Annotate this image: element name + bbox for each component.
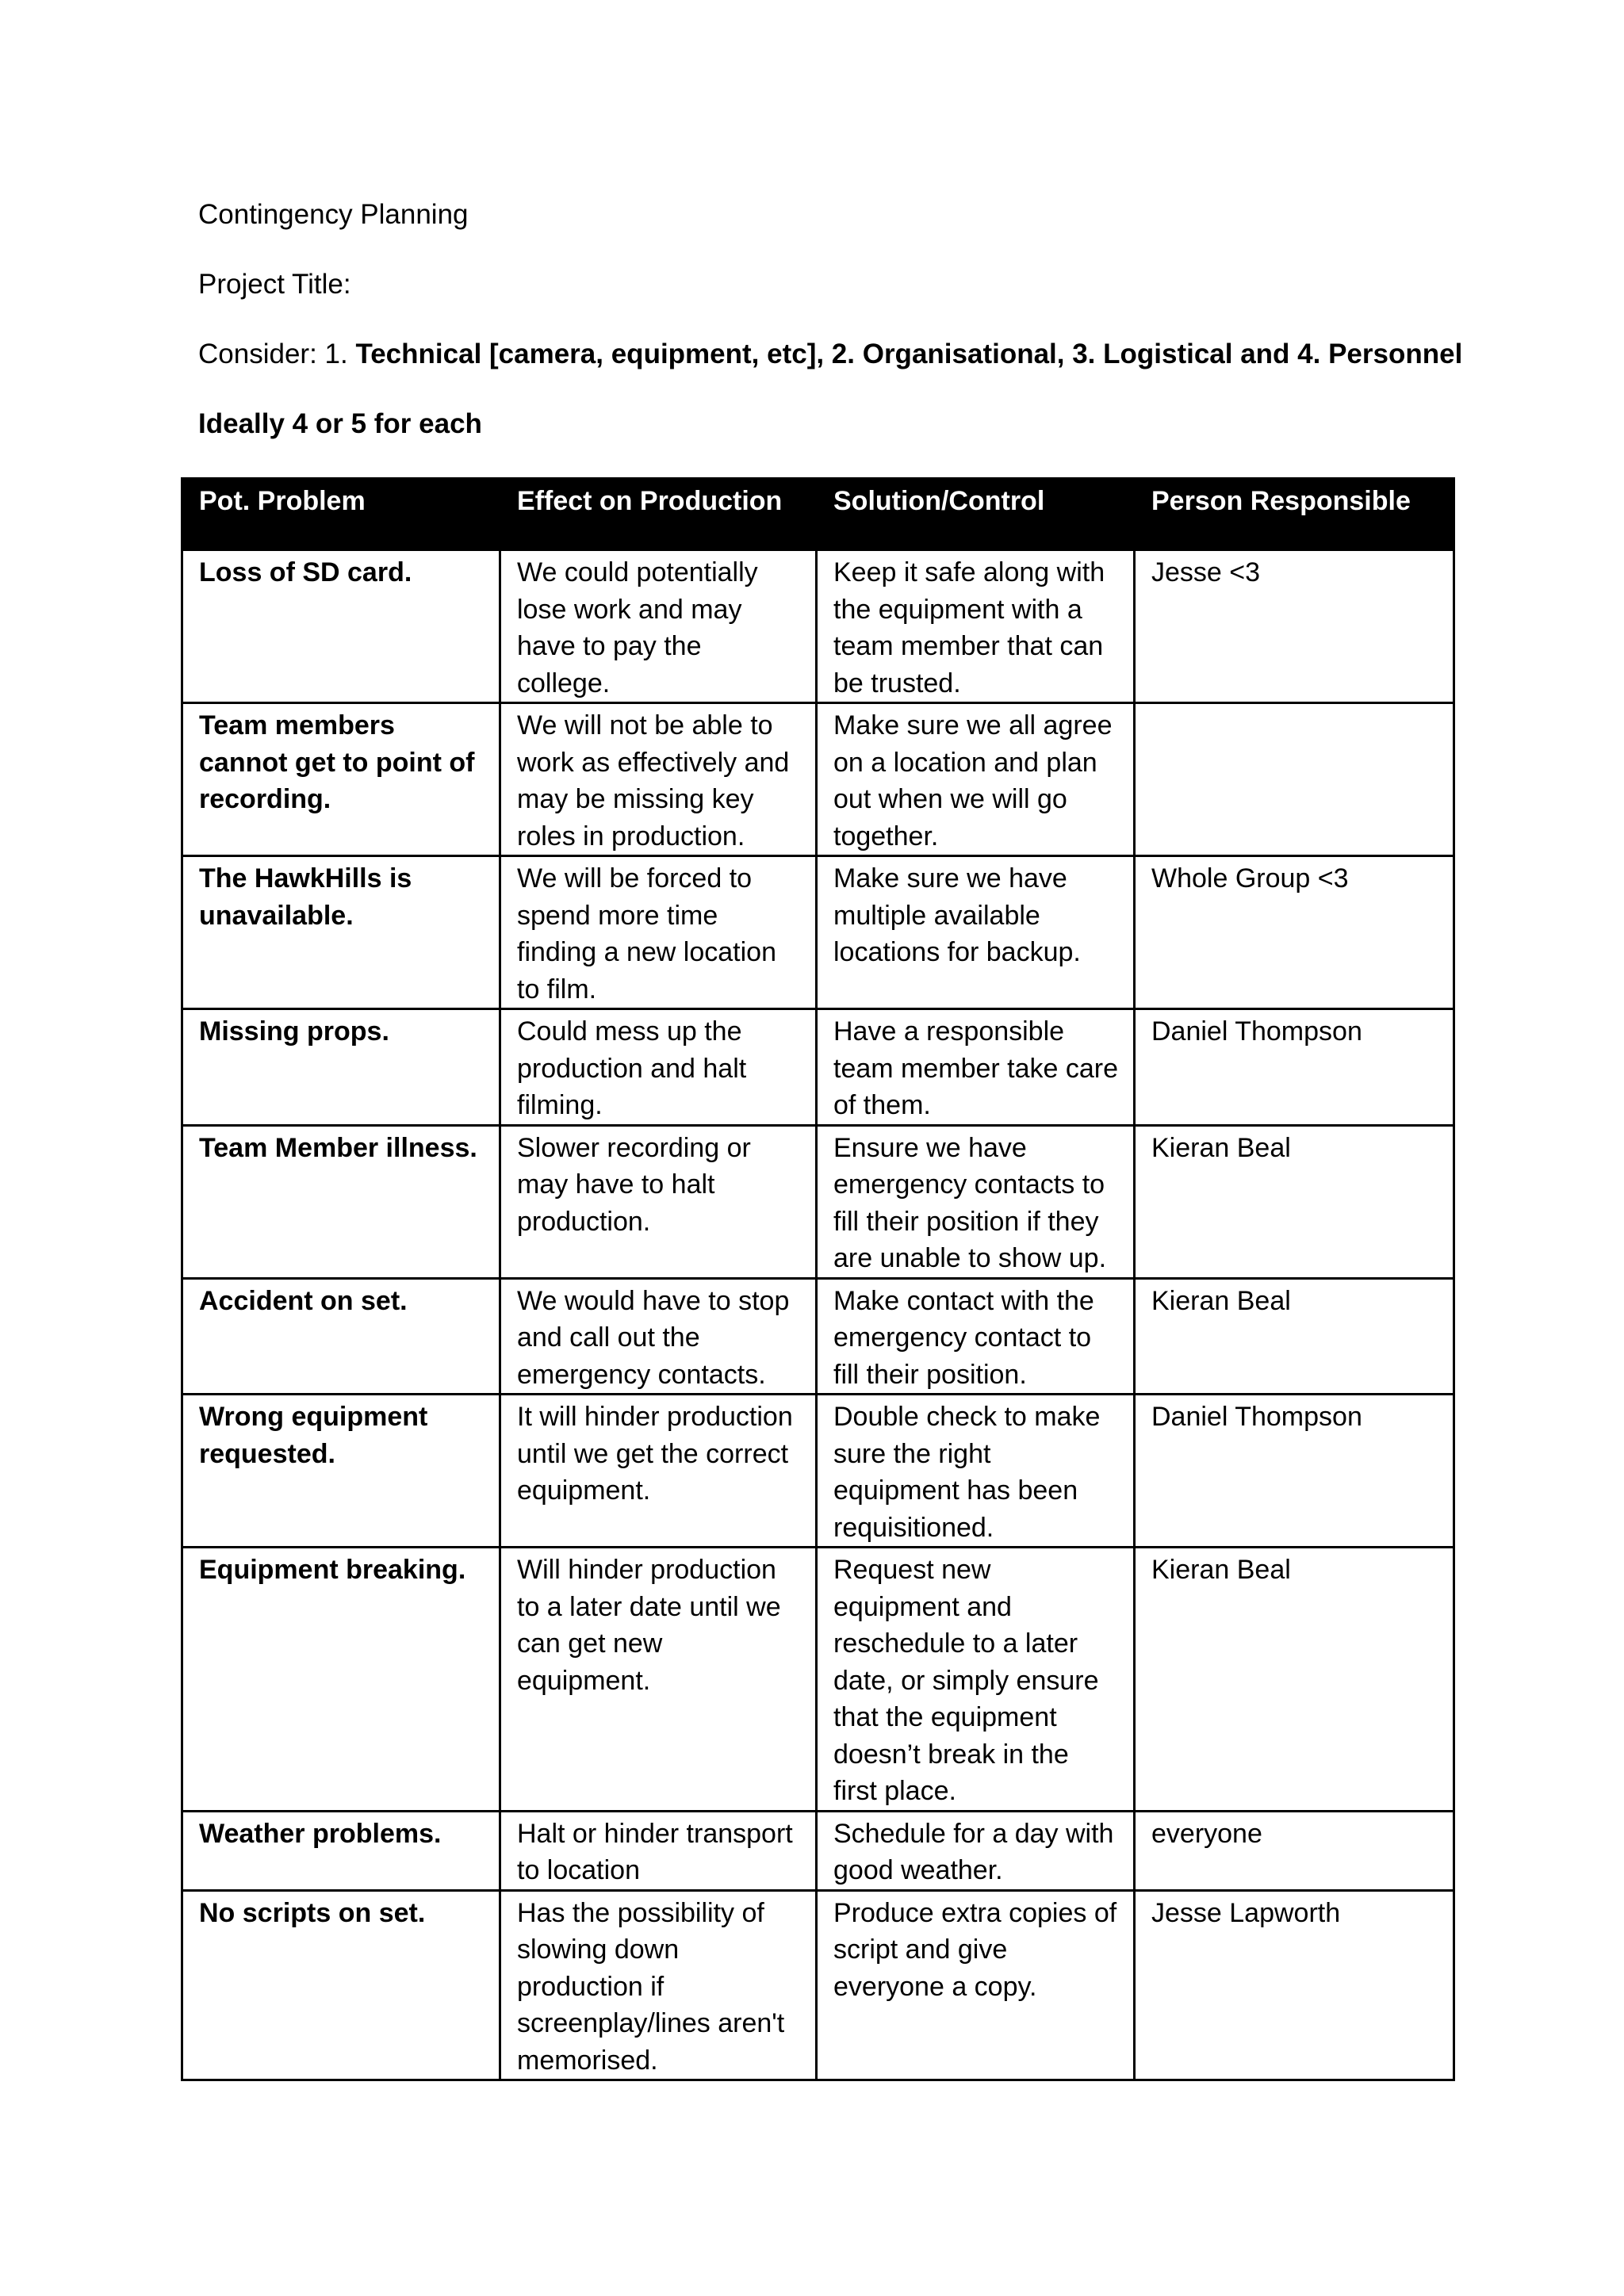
cell-solution: Ensure we have emergency contacts to fill their position if they are unable to show up. (817, 1125, 1135, 1278)
project-title-label: Project Title: (198, 269, 351, 300)
cell-problem: Team members cannot get to point of recording. (182, 703, 500, 856)
header-problem: Pot. Problem (182, 479, 500, 550)
cell-problem: Weather problems. (182, 1811, 500, 1890)
cell-effect: It will hinder production until we get the correct equipment. (500, 1395, 817, 1548)
cell-problem: Equipment breaking. (182, 1548, 500, 1812)
table-row (182, 1548, 1454, 1812)
header-solution: Solution/Control (817, 479, 1135, 550)
cell-problem: Missing props. (182, 1009, 500, 1126)
consider-categories: Technical [camera, equipment, etc], 2. Organisational, 3. Logistical and 4. Personnel (355, 339, 1463, 369)
cell-effect: We will not be able to work as effectively and may be missing key roles in production. (500, 703, 817, 856)
cell-solution: Make sure we have multiple available locations for backup. (817, 856, 1135, 1009)
cell-solution: Make sure we all agree on a location and plan out when we will go together. (817, 703, 1135, 856)
cell-effect: We will be forced to spend more time finding a new location to film. (500, 856, 817, 1009)
cell-solution: Double check to make sure the right equipment has been requisitioned. (817, 1395, 1135, 1548)
table-body (182, 550, 1454, 2080)
cell-person: Daniel Thompson (1135, 1009, 1454, 1126)
cell-effect: We would have to stop and call out the emergency contacts. (500, 1278, 817, 1395)
cell-effect: We could potentially lose work and may have to pay the college. (500, 550, 817, 703)
cell-problem: Loss of SD card. (182, 550, 500, 703)
cell-solution: Have a responsible team member take care of them. (817, 1009, 1135, 1126)
table-row (182, 1811, 1454, 1890)
cell-problem: Accident on set. (182, 1278, 500, 1395)
header-row (182, 479, 1454, 550)
table-row (182, 1125, 1454, 1278)
cell-problem: No scripts on set. (182, 1890, 500, 2080)
cell-person: Jesse <3 (1135, 550, 1454, 703)
table-row (182, 550, 1454, 703)
table-row (182, 1278, 1454, 1395)
consider-line (198, 337, 1462, 372)
cell-person: everyone (1135, 1811, 1454, 1890)
cell-effect: Halt or hinder transport to location (500, 1811, 817, 1890)
cell-person: Kieran Beal (1135, 1278, 1454, 1395)
cell-effect: Slower recording or may have to halt production. (500, 1125, 817, 1278)
cell-person: Kieran Beal (1135, 1125, 1454, 1278)
cell-problem: The HawkHills is unavailable. (182, 856, 500, 1009)
header-person: Person Responsible (1135, 479, 1454, 550)
cell-effect: Could mess up the production and halt filming. (500, 1009, 817, 1126)
cell-problem: Wrong equipment requested. (182, 1395, 500, 1548)
cell-solution: Produce extra copies of script and give everyone a copy. (817, 1890, 1135, 2080)
cell-effect: Has the possibility of slowing down production if screenplay/lines aren't memorised. (500, 1890, 817, 2080)
consider-prefix: Consider: 1. (198, 339, 356, 369)
table-row (182, 856, 1454, 1009)
cell-solution: Keep it safe along with the equipment with a team member that can be trusted. (817, 550, 1135, 703)
table-row (182, 1009, 1454, 1126)
cell-person: Kieran Beal (1135, 1548, 1454, 1812)
document-title: Contingency Planning (198, 199, 469, 230)
cell-solution: Schedule for a day with good weather. (817, 1811, 1135, 1890)
table-row (182, 1395, 1454, 1548)
table-row (182, 703, 1454, 856)
contingency-table (181, 477, 1455, 2081)
cell-effect: Will hinder production to a later date until we can get new equipment. (500, 1548, 817, 1812)
cell-solution: Make contact with the emergency contact to fill their position. (817, 1278, 1135, 1395)
table-row (182, 1890, 1454, 2080)
cell-solution: Request new equipment and reschedule to a later date, or simply ensure that the equipment doesn’t break in the first place. (817, 1548, 1135, 1812)
cell-person (1135, 703, 1454, 856)
cell-person: Whole Group <3 (1135, 856, 1454, 1009)
cell-person: Daniel Thompson (1135, 1395, 1454, 1548)
ideal-note: Ideally 4 or 5 for each (198, 408, 482, 439)
header-effect: Effect on Production (500, 479, 817, 550)
cell-person: Jesse Lapworth (1135, 1890, 1454, 2080)
table-header (182, 479, 1454, 550)
cell-problem: Team Member illness. (182, 1125, 500, 1278)
